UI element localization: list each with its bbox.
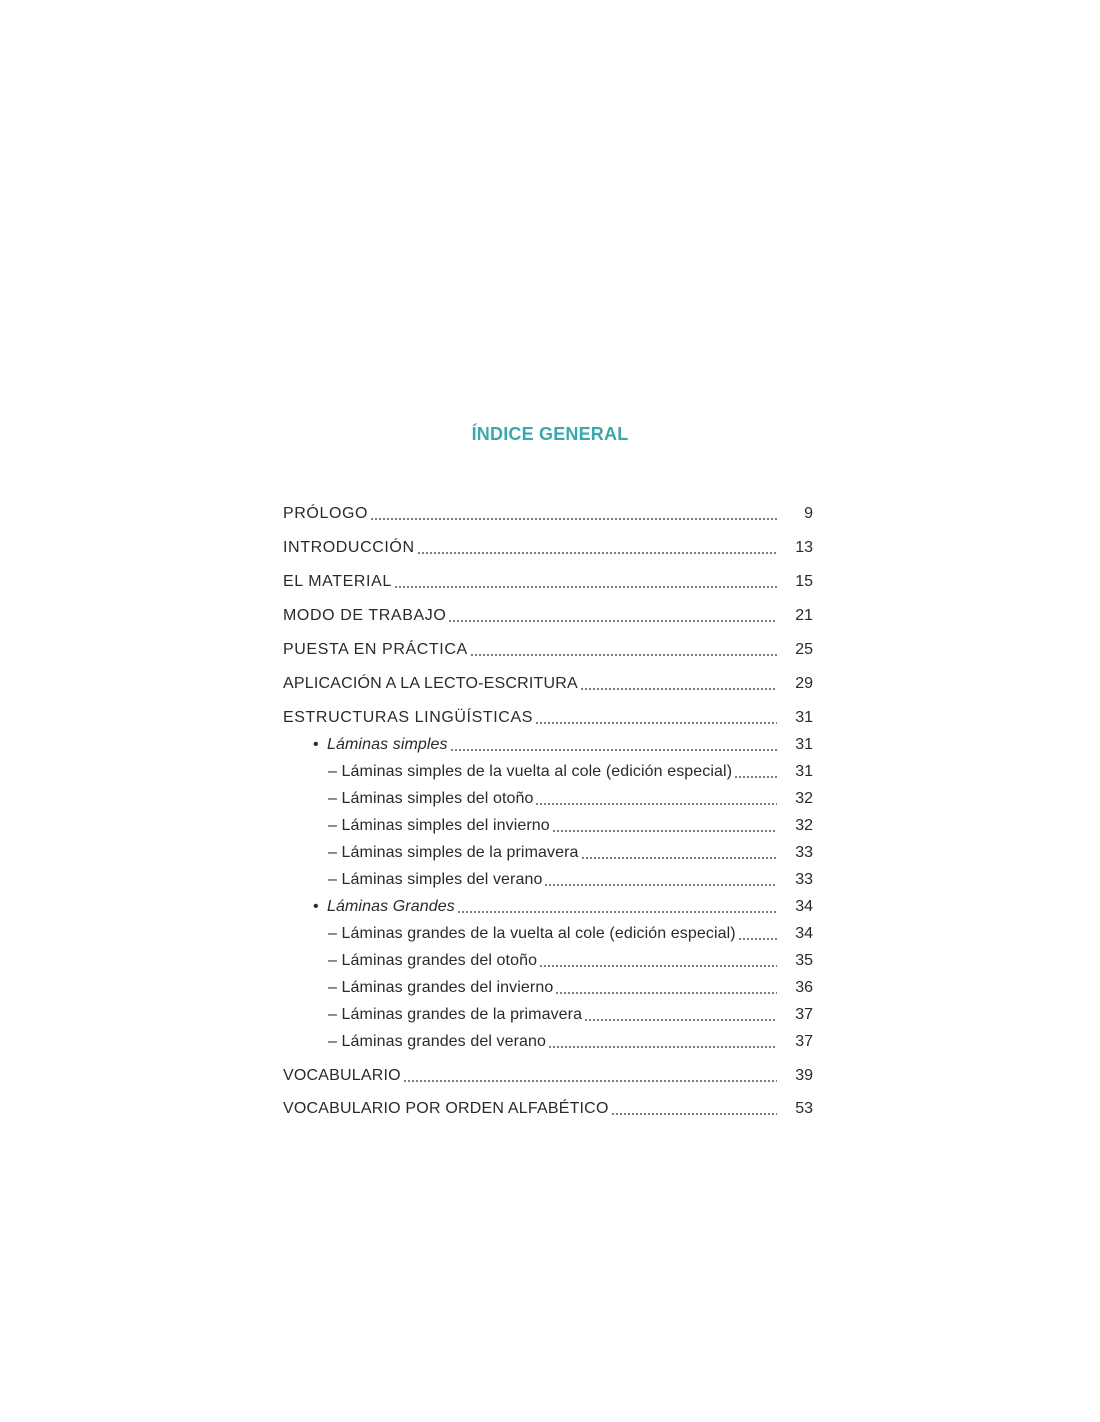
toc-entry-label: – Láminas grandes del invierno xyxy=(328,979,554,996)
dot-leader xyxy=(611,1113,777,1115)
toc-entry-label: – Láminas simples de la vuelta al cole (edición especial) xyxy=(328,763,733,780)
toc-entry-vocabulario[interactable] xyxy=(283,1065,813,1087)
toc-entry-page: 35 xyxy=(795,952,813,969)
toc-entry-grandes-invierno[interactable] xyxy=(328,977,813,999)
dot-leader xyxy=(535,722,777,724)
dot-leader xyxy=(580,688,777,690)
toc-entry-label: APLICACIÓN A LA LECTO-ESCRITURA xyxy=(283,675,578,692)
toc-entry-page: 39 xyxy=(795,1067,813,1084)
toc-entry-label: – Láminas simples del otoño xyxy=(328,790,534,807)
dot-leader xyxy=(535,803,777,805)
toc-entry-simples-vuelta-al-cole[interactable] xyxy=(328,761,813,783)
dot-leader xyxy=(417,552,777,554)
toc-entry-page: 53 xyxy=(795,1100,813,1117)
toc-entry-simples-primavera[interactable] xyxy=(328,842,813,864)
toc-entry-grandes-primavera[interactable] xyxy=(328,1004,813,1026)
toc-entry-page: 37 xyxy=(795,1006,813,1023)
toc-entry-label: VOCABULARIO xyxy=(283,1067,401,1084)
toc-entry-page: 13 xyxy=(795,539,813,556)
dot-leader xyxy=(544,884,777,886)
dot-leader xyxy=(457,911,777,913)
toc-entry-modo-de-trabajo[interactable] xyxy=(283,605,813,627)
toc-entry-page: 31 xyxy=(795,736,813,753)
toc-entry-aplicacion[interactable] xyxy=(283,673,813,695)
dot-leader xyxy=(403,1080,777,1082)
toc-entry-page: 37 xyxy=(795,1033,813,1050)
toc-entry-page: 31 xyxy=(795,763,813,780)
bullet-icon: • xyxy=(313,898,319,915)
dot-leader xyxy=(448,620,777,622)
dot-leader xyxy=(738,938,777,940)
toc-entry-prologo[interactable] xyxy=(283,503,813,525)
dot-leader xyxy=(552,830,777,832)
toc-entry-puesta-en-practica[interactable] xyxy=(283,639,813,661)
dot-leader xyxy=(555,992,777,994)
toc-entry-laminas-simples[interactable] xyxy=(313,734,813,756)
dot-leader xyxy=(470,654,777,656)
page-title: ÍNDICE GENERAL xyxy=(471,424,629,444)
dot-leader xyxy=(548,1046,777,1048)
toc-entry-label: – Láminas grandes del otoño xyxy=(328,952,538,969)
toc-entry-label: INTRODUCCIÓN xyxy=(283,539,415,556)
dot-leader xyxy=(370,518,777,520)
toc-entry-label: – Láminas grandes de la primavera xyxy=(328,1006,583,1023)
toc-entry-page: 34 xyxy=(795,898,813,915)
toc-entry-page: 34 xyxy=(795,925,813,942)
toc-entry-el-material[interactable] xyxy=(283,571,813,593)
toc-entry-page: 25 xyxy=(795,641,813,658)
toc-entry-label: – Láminas grandes de la vuelta al cole (edición especial) xyxy=(328,925,736,942)
toc-entry-laminas-grandes[interactable] xyxy=(313,896,813,918)
toc-entry-label: – Láminas grandes del verano xyxy=(328,1033,547,1050)
bullet-icon: • xyxy=(313,736,319,753)
toc-entry-vocabulario-alfabetico[interactable] xyxy=(283,1098,813,1120)
toc-entry-page: 29 xyxy=(795,675,813,692)
toc-entry-page: 33 xyxy=(795,844,813,861)
toc-entry-label: PUESTA EN PRÁCTICA xyxy=(283,641,468,658)
toc-entry-label: Láminas simples xyxy=(327,736,448,753)
dot-leader xyxy=(394,586,777,588)
toc-entry-label: – Láminas simples del invierno xyxy=(328,817,550,834)
toc-entry-label: Láminas Grandes xyxy=(327,898,455,915)
toc-entry-label: VOCABULARIO POR ORDEN ALFABÉTICO xyxy=(283,1100,609,1117)
dot-leader xyxy=(734,776,777,778)
toc-entry-label: MODO DE TRABAJO xyxy=(283,607,447,624)
toc-entry-page: 31 xyxy=(795,709,813,726)
toc-entry-label: – Láminas simples de la primavera xyxy=(328,844,579,861)
dot-leader xyxy=(581,857,777,859)
toc-entry-page: 21 xyxy=(795,607,813,624)
toc-entry-page: 32 xyxy=(795,790,813,807)
toc-entry-simples-otono[interactable] xyxy=(328,788,813,810)
toc-entry-label: – Láminas simples del verano xyxy=(328,871,543,888)
toc-entry-label: PRÓLOGO xyxy=(283,505,369,522)
dot-leader xyxy=(539,965,777,967)
toc-entry-estructuras[interactable] xyxy=(283,707,813,729)
toc-entry-page: 15 xyxy=(795,573,813,590)
toc-entry-introduccion[interactable] xyxy=(283,537,813,559)
toc-entry-page: 36 xyxy=(795,979,813,996)
toc-entry-page: 32 xyxy=(795,817,813,834)
toc-entry-page: 9 xyxy=(804,505,813,522)
toc-entry-simples-invierno[interactable] xyxy=(328,815,813,837)
toc-entry-simples-verano[interactable] xyxy=(328,869,813,891)
toc-entry-grandes-verano[interactable] xyxy=(328,1031,813,1053)
toc-entry-label: EL MATERIAL xyxy=(283,573,392,590)
dot-leader xyxy=(584,1019,777,1021)
dot-leader xyxy=(450,749,777,751)
toc-entry-grandes-vuelta-al-cole[interactable] xyxy=(328,923,813,945)
toc-entry-page: 33 xyxy=(795,871,813,888)
toc-entry-label: ESTRUCTURAS LINGÜÍSTICAS xyxy=(283,709,533,726)
toc-entry-grandes-otono[interactable] xyxy=(328,950,813,972)
